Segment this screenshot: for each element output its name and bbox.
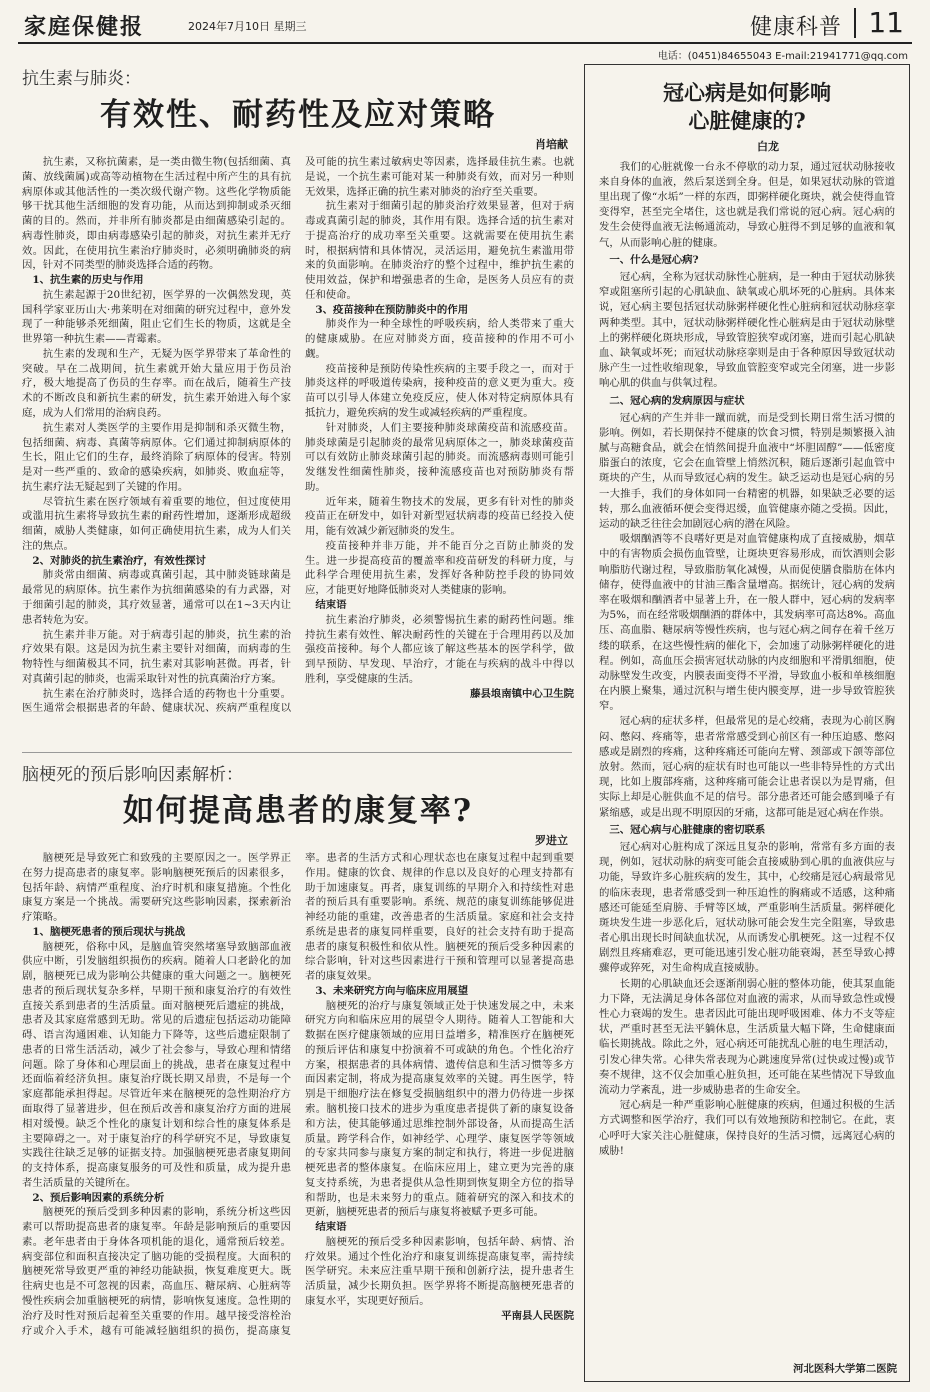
sidebar-headline-line1: 冠心病是如何影响 — [663, 80, 831, 105]
section-heading: 2、预后影响因素的系统分析 — [32, 1191, 165, 1204]
body-paragraph: 肺炎常由细菌、病毒或真菌引起，其中肺炎链球菌是最常见的病原体。抗生素作为抗细菌感染的有力武器，对于细菌引起的肺炎，其疗效显著，通常可以在1~3天内让患者转危为安。 — [22, 569, 291, 626]
body-paragraph: 冠心病对心脏构成了深远且复杂的影响，常常有多方面的表现，例如，冠状动脉的病变可能会直接威胁到心肌的血液供应与功能，导致许多心脏疾病的发生，其中，心绞痛是冠心病最常见的临床表现，患者常感受到一种压迫性的胸痛或不适感，这种痛感还可能延至肩膀、手臂等区域，严重影响生活质量。粥样硬化斑块发生进一步恶化后，冠状动脉可能会发生完全阻塞，导致患者心肌出现长时间缺血状况，从而诱发心肌梗死。这一过程不仅剧烈且疼痛难忍，更可能迅速引发心脏功能衰竭，甚至导致心搏骤停或猝死，对生命构成直接威胁。 — [599, 840, 895, 975]
body-paragraph: 冠心病，全称为冠状动脉性心脏病，是一种由于冠状动脉狭窄或阻塞所引起的心肌缺血、缺氧或心肌坏死的心脏病。具体来说，冠心病主要包括冠状动脉粥样硬化性心脏病和冠状动脉痉挛两种类型。其中，冠状动脉粥样硬化性心脏病是由于冠状动脉壁上的粥样硬化斑块形成，导致管腔狭窄或闭塞，进而引起心肌缺血、缺氧或坏死；而冠状动脉痉挛则是由于各种原因导致冠状动脉产生一过性收缩现象，导致血管腔变窄或完全闭塞，进一步影响心肌的供血与供氧过程。 — [599, 271, 895, 390]
body-paragraph: 尽管抗生素在医疗领域有着重要的地位，但过度使用或滥用抗生素将导致抗生素的耐药性增加，逐渐形成超级细菌，威胁人类健康，如何正确使用抗生素，成为人们关注的焦点。 — [22, 495, 291, 552]
section-name: 健康科普 — [749, 15, 842, 40]
section-heading: 3、未来研究方向与临床应用展望 — [315, 984, 469, 997]
article-body — [22, 155, 574, 716]
masthead-divider — [854, 8, 856, 38]
section-heading: 三、冠心病与心脏健康的密切联系 — [609, 823, 766, 836]
body-paragraph: 脑梗死的预后受多种因素影响，包括年龄、病情、治疗效果。通过个性化治疗和康复训练提高康复率，需持续医学研究。未来应注重早期干预和创新疗法，提升患者生活质量，减少长期负担。医学界将不断提高脑梗死患者的康复水平，实现更好预后。 — [305, 1235, 574, 1307]
body-paragraph: 长期的心肌缺血还会逐渐削弱心脏的整体功能，使其泵血能力下降，无法满足身体各部位对血液的需求，从而导致急性或慢性心力衰竭的发生。患者因此可能出现呼吸困难、体力不支等症状，严重时甚至无法平躺休息，生活质量大幅下降，生命健康面临长期挑战。除此之外，冠心病还可能扰乱心脏的电生理活动，引发心律失常。心律失常表现为心跳速度异常(过快或过慢)或节奏不规律，这不仅会加重心脏负担，还可能在某些情况下导致血流动力学紊乱，进一步威胁患者的生命安全。 — [599, 977, 895, 1096]
body-paragraph: 疫苗接种并非万能，并不能百分之百防止肺炎的发生。进一步提高疫苗的覆盖率和疫苗研发的科研力度，与此科学合理使用抗生素，发挥好各种防控手段的协同效应，才能更好地降低肺炎对人类健康的影响。 — [305, 539, 574, 597]
section-heading: 结束语 — [315, 1221, 347, 1234]
section-heading: 一、什么是冠心病? — [609, 253, 699, 266]
article-headline: 如何提高患者的康复率? — [122, 793, 474, 829]
body-paragraph: 抗生素，又称抗菌素，是一类由微生物(包括细菌、真菌、放线菌属)或高等动植物在生活过程中所产生的具有抗病原体或其他活性的一类次级代谢产物。这些化学物质能够干扰其他生活细胞的发育功能，从而达到抑制或杀灭细菌的目的。然而，并非所有肺炎都是由细菌感染引起的。病毒性肺炎，即由病毒感染引起的肺炎，对抗生素并无疗效。因此，在使用抗生素治疗肺炎时，必须明确肺炎的病因，针对不同类型的肺炎选择合适的药物。 — [22, 156, 291, 272]
body-paragraph: 脑梗死是导致死亡和致残的主要原因之一。医学界正在努力提高患者的康复率。影响脑梗死预后的因素很多，包括年龄、病情严重程度、治疗时机和康复措施。个性化康复方案是一个挑战。需要研究这些影响因素，探索新治疗策略。 — [22, 852, 291, 924]
section-heading: 2、对肺炎的抗生素治疗，有效性探讨 — [32, 554, 206, 567]
body-paragraph: 冠心病的症状多样，但最常见的是心绞痛，表现为心前区胸闷、憋闷、疼痛等，患者常常感受到心前区有一种压迫感、憋闷感或是剧烈的疼痛，这种疼痛还可能向左臂、颈部或下颌等部位放射。然而，冠心病的症状有时也可能以一些非特异性的方式出现，比如上腹部疼痛，这种疼痛可能会让患者误以为是胃痛，但实际上却是心脏供血不足的信号。部分患者还可能会感到嗓子有紧缩感，或是出现不明原因的牙痛，这都可能是冠心病在作祟。 — [599, 715, 895, 819]
article-body — [22, 851, 574, 1338]
body-paragraph: 疫苗接种是预防传染性疾病的主要手段之一，而对于肺炎这样的呼吸道传染病，接种疫苗的意义更为重大。疫苗可以引导人体建立免疫反应，使人体对特定病原体具有抵抗力，避免疾病的发生或减轻疾病的严重程度。 — [305, 362, 574, 420]
body-paragraph: 我们的心脏就像一台永不停歇的动力泵，通过冠状动脉接收来自身体的血液，然后泵送到全身。但是，如果冠状动脉的管道里出现了像“水垢”一样的东西，即粥样硬化斑块，就会使得血管变得窄，甚至完全堵住，这也就是我们常说的冠心病。冠心病的发生会使得血液无法畅通流动，导致心脏得不到足够的血液和氧气，从而影响心脏的健康。 — [599, 160, 895, 249]
body-paragraph: 针对肺炎，人们主要接种肺炎球菌疫苗和流感疫苗。肺炎球菌是引起肺炎的最常见病原体之一，肺炎球菌疫苗可以有效防止肺炎球菌引起的肺炎。而流感病毒则可能引发继发性细菌性肺炎，接种流感疫苗也对预防肺炎有帮助。 — [305, 421, 574, 493]
article-source: 藤县埌南镇中心卫生院 — [470, 687, 574, 700]
sidebar-source: 河北医科大学第二医院 — [793, 1363, 897, 1375]
sidebar-author: 白龙 — [757, 139, 779, 153]
body-paragraph: 脑梗死的预后受到多种因素的影响，系统分析这些因素可以帮助提高患者的康复率。年龄是影响预后的重要因素。老年患者由于身体各项机能的退化，通常预后较差。病变部位和面积直接决定了脑功能的受损程度。大面积的脑梗死常导致更严重的神经功能缺损，恢复难度更大。既往病史也是不可忽视的因素，高血压、糖尿病、心脏病等慢性疾病会加重脑梗死的病情，影响恢复速度。急性期的治疗及时性对预后起着至关重要的作用。越早接受溶栓治疗或介入手术，越有可能减轻脑组织的损伤，提高康复率。患者的生活方式和心理状态也在康复过程中起到重要作用。健康的饮食、规律的作息以及良好的心理支持都有助于加速康复。再者，康复训练的早期介入和持续性对患者的预后具有重要影响。系统、规范的康复训练能够促进神经功能的重建，改善患者的生活质量。家庭和社会支持系统是患者的康复同样重要，良好的社会支持有助于提高患者的康复积极性和依从性。脑梗死的预后受多种因素的综合影响，针对这些因素进行干预和管理可以显著提高患者的康复效果。 — [22, 852, 574, 1337]
section-heading: 1、脑梗死患者的预后现状与挑战 — [32, 925, 186, 938]
sidebar-headline-line2: 心脏健康的? — [688, 108, 806, 134]
paper-name: 家庭保健报 — [24, 14, 145, 40]
body-paragraph: 脑梗死的治疗与康复领域正处于快速发展之中，未来研究方向和临床应用的展望令人期待。随着人工智能和大数据在医疗健康领域的应用日益增多，精准医疗在脑梗死的预后评估和康复中扮演着不可或缺的角色。个性化治疗方案，根据患者的具体病情、遗传信息和生活习惯等多方面因素定制，将成为提高康复效率的关键。再生医学，特别是干细胞疗法在修复受损脑组织中的潜力仍待进一步探索。脑机接口技术的进步为重度患者提供了新的康复设备和方法，使其能够通过思维控制外部设备，从而提高生活质量。跨学科合作，如神经学、心理学、康复医学等领域的专家共同参与康复方案的制定和执行，将进一步促进脑梗死患者的整体康复。在临床应用上，建立更为完善的康复支持系统，为患者提供从急性期到恢复期全方位的指导和帮助，也是未来努力的重点。随着研究的深入和技术的更新，脑梗死患者的预后与康复将被赋予更多可能。 — [305, 999, 574, 1219]
body-paragraph: 近年来，随着生物技术的发展，更多有针对性的肺炎疫苗正在研发中，如针对新型冠状病毒的疫苗已经投入使用，能有效减少新冠肺炎的发生。 — [305, 495, 574, 538]
sidebar-body — [585, 160, 909, 1159]
body-paragraph: 冠心病的产生并非一蹴而就，而是受到长期日常生活习惯的影响。例如，若长期保持不健康的饮食习惯，特别是频繁摄入油腻与高糖食品，就会在悄然间提升血液中“坏胆固醇”——低密度脂蛋白的浓度，它会在血管壁上悄然沉积，随后逐渐引起血管中斑块的产生，从而导致冠心病的发生。缺乏运动也是冠心病的另一大推手，我们的身体如同一台精密的机器，如果缺乏必要的运转，那么血液循环便会变得迟缓，血管健康亦随之受损。因此，运动的缺乏往往会加剧冠心病的潜在风险。 — [599, 411, 895, 530]
sidebar-article-coronary — [584, 64, 910, 1382]
page-number: 11 — [868, 6, 904, 39]
body-paragraph: 抗生素对于细菌引起的肺炎治疗效果显著，但对于病毒或真菌引起的肺炎，其作用有限。选择合适的抗生素对于提高治疗的成功率至关重要。这就需要在使用抗生素时，根据病情和具体情况，灵活运用，避免抗生素滥用带来的负面影响。在肺炎治疗的整个过程中，维护抗生素的使用效益，保护和增强患者的生命，是医务人员应有的责任和使命。 — [305, 200, 574, 301]
body-paragraph: 冠心病是一种严重影响心脏健康的疾病，但通过积极的生活方式调整和医学治疗，我们可以有效地预防和控制它。在此，衷心呼吁大家关注心脏健康，保持良好的生活习惯，远离冠心病的威胁! — [599, 1099, 895, 1157]
section-heading: 结束语 — [315, 598, 347, 611]
body-paragraph: 抗生素并非万能。对于病毒引起的肺炎，抗生素的治疗效果有限。这是因为抗生素主要针对细菌，而病毒的生物特性与细菌极其不同，抗生素对其影响甚微。再者，针对真菌引起的肺炎，也需采取针对性的抗真菌治疗方案。 — [22, 628, 291, 685]
body-paragraph: 抗生素在治疗肺炎时，选择合适的药物也十分重要。医生通常会根据患者的年龄、健康状况、疾病严重程度以及可能的抗生素过敏病史等因素，选择最佳抗生素。也就是说，一个抗生素可能对某一种肺炎有效，而对另一种则无效果，选择正确的抗生素对肺炎的治疗至关重要。 — [22, 156, 574, 715]
masthead — [18, 6, 912, 44]
article-kicker: 抗生素与肺炎： — [22, 69, 141, 89]
body-paragraph: 吸烟酗酒等不良嗜好更是对血管健康构成了直接威胁，烟草中的有害物质会损伤血管壁，让斑块更容易形成，而饮酒则会影响脂肪代谢过程，导致脂肪氧化减慢，从而促使膳食脂肪在体内储存，使得血液中的甘油三酯含量增高。据统计，冠心病的发病率在吸烟和酗酒者中显著上升，在一般人群中，冠心病的发病率为5%，而在经常吸烟酗酒的群体中，其发病率可高达8%。高血压、高血脂、糖尿病等慢性疾病，也与冠心病之间存在着千丝万缕的联系，在这些慢性病的催化下，会加速了动脉粥样硬化的进程。例如，高血压会损害冠状动脉的内皮细胞和平滑肌细胞，使动脉壁发生改变，内膜表面变得不平滑，导致血小板和单核细胞在内膜上聚集，通过沉积与增生使内膜变厚，进一步导致管腔狭窄。 — [599, 533, 895, 713]
section-heading: 1、抗生素的历史与作用 — [32, 274, 144, 287]
body-paragraph: 肺炎作为一种全球性的呼吸疾病，给人类带来了重大的健康威胁。在应对肺炎方面，疫苗接种的作用不可小觑。 — [305, 318, 574, 360]
issue-date: 2024年7月10日 星期三 — [188, 20, 307, 33]
body-paragraph: 抗生素的发现和生产，无疑为医学界带来了革命性的突破。早在二战期间，抗生素就开始大量应用于伤员治疗，极大地提高了伤员的生存率。而在战后，随着生产技术的不断改良和新抗生素的研发，抗生素开始进入每个家庭，成为人们常用的治病良药。 — [22, 347, 291, 420]
section-heading: 二、冠心病的发病原因与症状 — [609, 394, 745, 407]
sidebar-headline — [585, 79, 909, 136]
article-author: 罗进立 — [535, 834, 568, 847]
contact-info: 电话：(0451)84655043 E-mail:21941771@qq.com — [657, 51, 908, 62]
article-kicker: 脑梗死的预后影响因素解析： — [22, 765, 243, 785]
article-antibiotics — [22, 64, 574, 744]
section-heading: 3、疫苗接种在预防肺炎中的作用 — [315, 303, 469, 316]
article-headline: 有效性、耐药性及应对策略 — [100, 97, 496, 133]
body-paragraph: 抗生素治疗肺炎，必须警惕抗生素的耐药性问题。维持抗生素有效性、解决耐药性的关键在于合理用药以及加强疫苗接种。每个人都应该了解这些基本的医学科学，做到早预防、早发现、早治疗，才能在与疾病的战斗中得以胜利，享受健康的生活。 — [305, 613, 574, 685]
body-paragraph: 脑梗死，俗称中风，是脑血管突然堵塞导致脑部血液供应中断，引发脑组织损伤的疾病。随着人口老龄化的加剧，脑梗死已成为影响公共健康的重大问题之一。脑梗死患者的预后现状复杂多样，早期干预和康复治疗的有效性直接关系到患者的生活质量。面对脑梗死后遗症的挑战，患者及其家庭常感到无助。常见的后遗症包括运动功能障碍、语言沟通困难、认知能力下降等，这些后遗症限制了患者的日常生活活动，减少了社会参与，导致心理和情绪问题。除了身体和心理层面上的挑战，患者在康复过程中还面临着经济负担。康复治疗既长期又昂贵，不是每一个家庭都能承担得起。尽管近年来在脑梗死的急性期治疗方面取得了显著进步，但在预后改善和康复治疗方面的进展相对缓慢。缺乏个性化的康复计划和综合性的康复体系是主要障碍之一。对于康复治疗的科学研究不足，导致康复实践往往缺乏足够的证据支持。加强脑梗死患者康复期间的支持体系，提高康复服务的可及性和质量，成为提升患者生活质量的关键所在。 — [22, 940, 291, 1189]
body-paragraph: 抗生素对人类医学的主要作用是抑制和杀灭微生物，包括细菌、病毒、真菌等病原体。它们通过抑制病原体的生长，阻止它们的生存，最终消除了病原体的侵害。特别是对一些严重的、致命的感染疾病，如肺炎、败血症等，抗生素疗法无疑起到了关键的作用。 — [22, 421, 291, 493]
article-divider — [22, 752, 572, 753]
article-author: 肖培献 — [535, 138, 568, 151]
article-cerebral-infarction — [22, 760, 574, 1385]
article-source: 平南县人民医院 — [501, 1309, 574, 1322]
body-paragraph: 抗生素起源于20世纪初，医学界的一次偶然发现，英国科学家亚历山大·弗莱明在对细菌的研究过程中，意外发现了一种能够杀死细菌，阻止它们生长的物质，这就是全世界第一种抗生素——青霉素。 — [22, 288, 291, 346]
